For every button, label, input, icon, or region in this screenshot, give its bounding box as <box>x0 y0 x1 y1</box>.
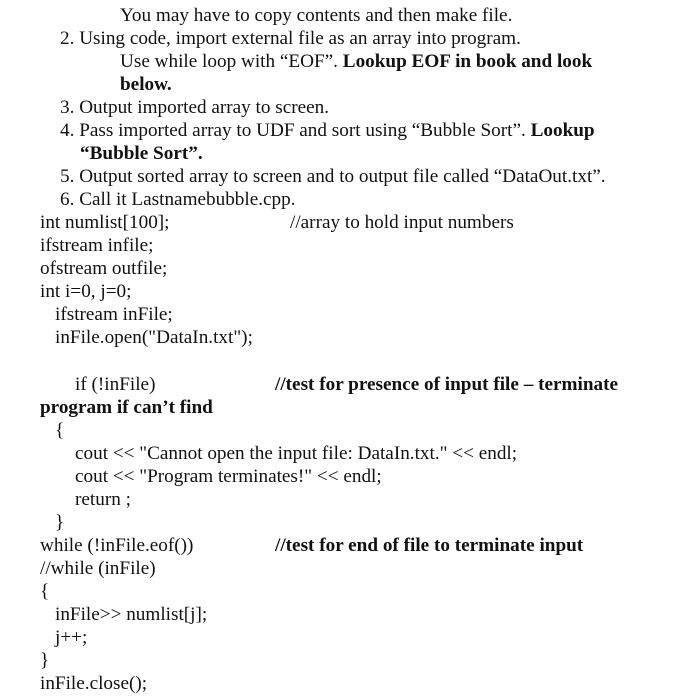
code-text: int numlist[100]; <box>40 212 170 233</box>
code-line-brace-close: } <box>55 512 65 533</box>
code-comment: //test for presence of input file – terminate <box>275 374 618 395</box>
copy-contents-note: You may have to copy contents and then make file. <box>120 5 513 26</box>
step-2-subline-2: below. <box>120 74 172 95</box>
code-line-ifstream-decl: ifstream infile; <box>40 235 154 256</box>
code-line-if-stmt <box>75 373 655 396</box>
step-5 <box>60 165 606 188</box>
step-number: 6. <box>60 189 75 210</box>
step-number: 5. <box>60 166 75 187</box>
code-line-cout-cannot-open: cout << "Cannot open the input file: DataIn.txt." << endl; <box>75 443 518 464</box>
step-number: 4. <box>60 120 75 141</box>
code-line-ij-decl: int i=0, j=0; <box>40 281 132 302</box>
code-line-while-stmt <box>40 534 640 557</box>
code-comment: //test for end of file to terminate input <box>275 535 584 556</box>
code-line-while-alt-comment: //while (inFile) <box>40 558 156 579</box>
step-2-bold-text: Lookup EOF in book and look <box>342 51 593 72</box>
code-line-return: return ; <box>75 489 131 510</box>
code-line-infile-decl: ifstream inFile; <box>55 304 173 325</box>
step-2 <box>60 27 521 50</box>
code-line-cout-terminates: cout << "Program terminates!" << endl; <box>75 466 382 487</box>
step-2-subline-1 <box>120 50 592 73</box>
step-text: Call it Lastnamebubble.cpp. <box>79 189 296 210</box>
step-text: Output imported array to screen. <box>79 97 330 118</box>
step-bold-text: Lookup <box>530 120 595 141</box>
code-line-array-decl <box>40 211 640 234</box>
code-line-increment: j++; <box>55 627 88 648</box>
code-line-if-comment-cont: program if can’t find <box>40 397 213 418</box>
step-number: 3. <box>60 97 75 118</box>
code-line-brace-open: { <box>55 420 65 441</box>
code-comment: //array to hold input numbers <box>290 212 514 233</box>
code-text: if (!inFile) <box>75 374 156 395</box>
code-line-open-call: inFile.open("DataIn.txt"); <box>55 327 253 348</box>
step-number: 2. <box>60 28 75 49</box>
code-line-brace-close: } <box>40 650 50 671</box>
code-text: while (!inFile.eof()) <box>40 535 194 556</box>
step-4-continuation: “Bubble Sort”. <box>80 143 203 164</box>
step-2-plain-text: Use while loop with “EOF”. <box>120 51 343 72</box>
step-text: Output sorted array to screen and to output file called “DataOut.txt”. <box>79 166 606 187</box>
step-6 <box>60 188 296 211</box>
step-plain-text: Pass imported array to UDF and sort using “Bubble Sort”. <box>79 120 531 141</box>
code-line-read-stmt: inFile>> numlist[j]; <box>55 604 208 625</box>
step-text: Using code, import external file as an array into program. <box>79 28 521 49</box>
code-line-ofstream-decl: ofstream outfile; <box>40 258 168 279</box>
step-4 <box>60 119 595 142</box>
code-line-brace-open: { <box>40 581 50 602</box>
code-line-close-call: inFile.close(); <box>40 673 148 694</box>
step-3 <box>60 96 329 119</box>
